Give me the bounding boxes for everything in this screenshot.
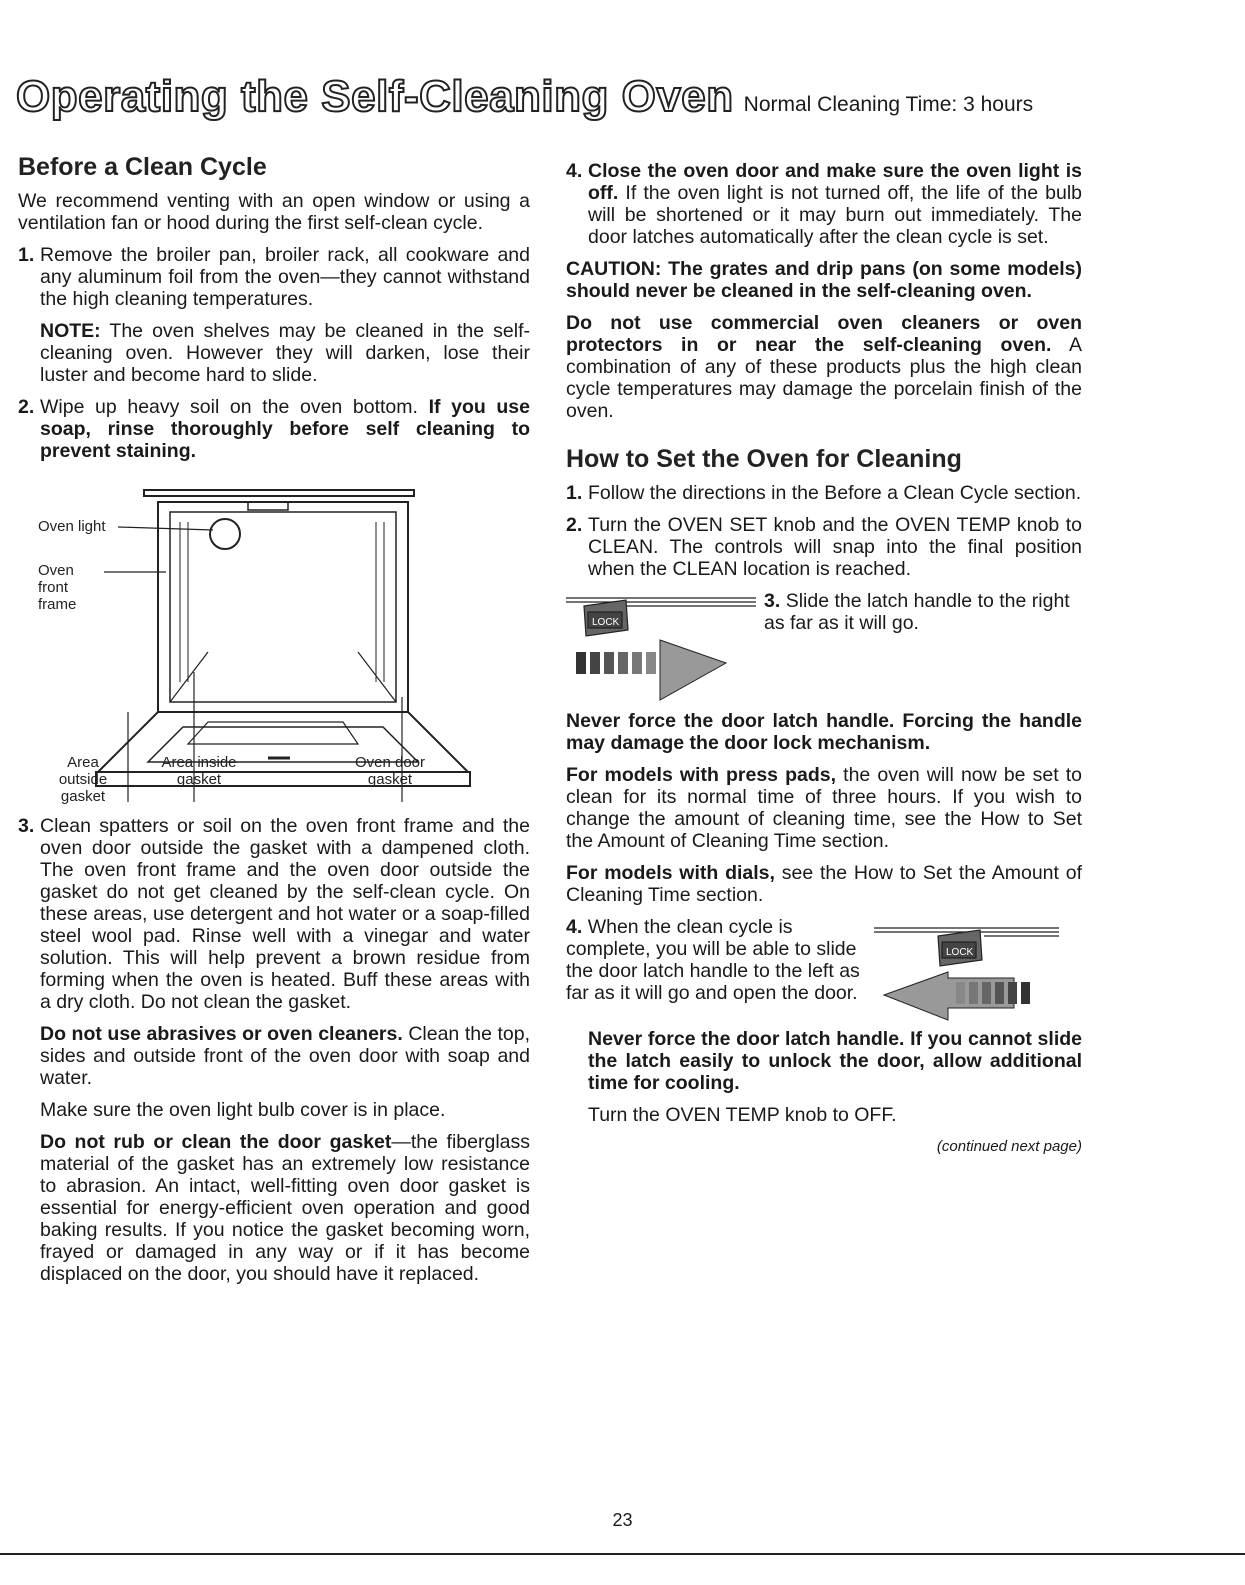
step-text: Slide the latch handle to the right as far as it will go.: [764, 590, 1070, 634]
commercial-warning: Do not use commercial oven cleaners or oven protectors in or near the self-cleaning oven.: [566, 312, 1082, 356]
step-3: [18, 815, 530, 1013]
latch-unlock-icon: [874, 920, 1064, 1030]
abrasives-warning: Do not use abrasives or oven cleaners.: [40, 1023, 403, 1045]
dials-label: For models with dials,: [566, 862, 775, 884]
abrasives-paragraph: [18, 1023, 530, 1089]
dials-text: see the How to Set the Amount of Cleaning Time section.: [566, 862, 1083, 906]
set-step-4: [566, 916, 866, 1004]
step-text: Wipe up heavy soil on the oven bottom.: [40, 396, 418, 418]
step-text: When the clean cycle is complete, you will be able to slide the door latch handle to the left as far as it will go and open the door.: [566, 916, 860, 1004]
unlock-section: [566, 916, 1082, 1028]
turn-off-paragraph: Turn the OVEN TEMP knob to OFF.: [588, 1104, 897, 1126]
step-number: 3.: [18, 815, 35, 837]
right-column: [566, 160, 1082, 1168]
oven-diagram: [18, 472, 488, 807]
title-subtitle: Normal Cleaning Time: 3 hours: [743, 93, 1034, 116]
step-text: If the oven light is not turned off, the life of the bulb will be shortened or it may burn out immediately. The door latches automatically after the clean cycle is set.: [588, 182, 1082, 248]
label-oven-door-gasket: Oven door gasket: [354, 754, 426, 788]
heading-before-clean: Before a Clean Cycle: [18, 153, 267, 181]
title-main: Operating the Self-Cleaning Oven: [16, 72, 734, 121]
note-label: NOTE:: [40, 320, 101, 342]
abrasives-text: Clean the top, sides and outside front of the oven door with soap and water.: [40, 1023, 531, 1089]
dials-paragraph: [566, 862, 1082, 906]
step-2: [18, 396, 530, 462]
set-step-2: [566, 514, 1082, 580]
set-step-3: [764, 590, 1082, 634]
step-number: 3.: [764, 590, 781, 612]
continued-note: (continued next page): [936, 1138, 1082, 1155]
page-number: 23: [612, 1510, 633, 1530]
label-oven-front-frame: Oven front frame: [38, 562, 77, 613]
step-1: [18, 244, 530, 310]
step-number: 4.: [566, 160, 583, 182]
step-4-close-door: [566, 160, 1082, 248]
step-bold-text: If you use soap, rinse thoroughly before self cleaning to prevent staining.: [40, 396, 530, 462]
label-oven-light: Oven light: [38, 518, 106, 535]
heading-how-to-set: How to Set the Oven for Cleaning: [566, 445, 962, 473]
label-area-outside-gasket: Area outside gasket: [58, 754, 108, 805]
note-text: The oven shelves may be cleaned in the self-cleaning oven. However they will darken, lose their luster and become hard to slide.: [40, 320, 530, 386]
step-number: 2.: [566, 514, 583, 536]
lock-label: LOCK: [946, 947, 974, 958]
press-pads-paragraph: [566, 764, 1082, 852]
gasket-paragraph: [18, 1131, 530, 1285]
press-pads-text: the oven will now be set to clean for its normal time of three hours. If you wish to change the amount of cleaning time, see the How to Set the Amount of Cleaning Time section.: [566, 764, 1083, 852]
note-paragraph: [18, 320, 530, 386]
caution-paragraph: CAUTION: The grates and drip pans (on some models) should never be cleaned in the self-cleaning oven.: [566, 258, 1082, 302]
latch-lock-icon: [566, 590, 766, 705]
step-number: 1.: [566, 482, 583, 504]
never-force-unlock-paragraph: Never force the door latch handle. If you cannot slide the latch easily to unlock the door, allow additional time for cooling.: [588, 1028, 1082, 1094]
page-title: [16, 72, 1033, 122]
latch-lock-section: [566, 590, 1082, 710]
commercial-text: A combination of any of these products plus the high clean cycle temperatures may damage the porcelain finish of the oven.: [566, 334, 1082, 422]
commercial-paragraph: [566, 312, 1082, 422]
step-number: 2.: [18, 396, 35, 418]
set-step-1: [566, 482, 1082, 504]
step-number: 4.: [566, 916, 583, 938]
gasket-text: —the fiberglass material of the gasket has an extremely low resistance to abrasion. An intact, well-fitting oven door gasket is essential for energy-efficient oven operation and good baking results. If you notice the gasket becoming worn, frayed or damaged in any way or if it has become displaced on the door, you should have it replaced.: [40, 1131, 530, 1285]
bulb-paragraph: Make sure the oven light bulb cover is in place.: [40, 1099, 446, 1121]
press-pads-label: For models with press pads,: [566, 764, 837, 786]
bottom-rule: [0, 1553, 1245, 1555]
gasket-warning: Do not rub or clean the door gasket: [40, 1131, 392, 1153]
step-text: Remove the broiler pan, broiler rack, all cookware and any aluminum foil from the oven—they cannot withstand the high cleaning temperatures.: [40, 244, 530, 310]
lock-label: LOCK: [592, 617, 620, 628]
step-text: Follow the directions in the Before a Clean Cycle section.: [588, 482, 1082, 504]
left-column: [18, 153, 531, 1295]
intro-paragraph: We recommend venting with an open window or using a ventilation fan or hood during the first self-clean cycle.: [18, 190, 530, 234]
step-text: Clean spatters or soil on the oven front frame and the oven door outside the gasket with a dampened cloth. The oven front frame and the oven door outside the gasket do not get cleaned by the self-clean cycle. On these areas, use detergent and hot water or a soap-filled steel wool pad. Rinse well with a vinegar and water solution. This will help prevent a brown residue from forming when the oven is heated. Buff these areas with a dry cloth. Do not clean the gasket.: [40, 815, 530, 1013]
never-force-paragraph: Never force the door latch handle. Forcing the handle may damage the door lock mechanism.: [566, 710, 1082, 754]
step-number: 1.: [18, 244, 35, 266]
label-area-inside-gasket: Area inside gasket: [161, 754, 237, 788]
step-bold-text: Close the oven door and make sure the oven light is off.: [588, 160, 1082, 204]
step-text: Turn the OVEN SET knob and the OVEN TEMP knob to CLEAN. The controls will snap into the final position when the CLEAN location is reached.: [588, 514, 1082, 580]
